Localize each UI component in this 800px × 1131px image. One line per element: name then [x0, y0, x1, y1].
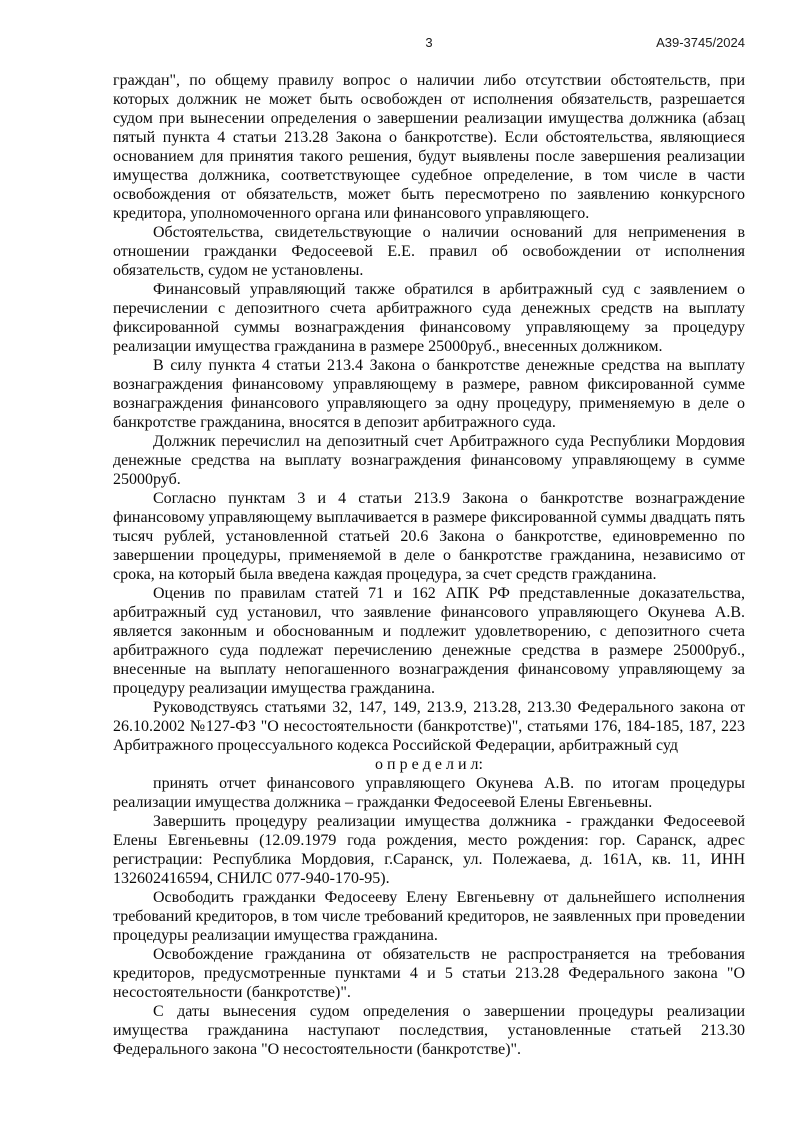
paragraph: Руководствуясь статьями 32, 147, 149, 213.9, 213.28, 213.30 Федерального закона от 26.10.2002 №127-ФЗ "О несостоятельности (банкротстве)", статьями 176, 184-185, 187, 223 Арбитражного процессуального кодекса Российской Федерации, арбитражный суд: [113, 699, 745, 754]
paragraph-ruling-item: Освобождение гражданина от обязательств не распространяется на требования кредиторов, предусмотренные пунктами 4 и 5 статьи 213.28 Федерального закона "О несостоятельности (банкротстве)".: [113, 946, 745, 1001]
paragraph: Обстоятельства, свидетельствующие о наличии оснований для неприменения в отношении гражданки Федосеевой Е.Е. правил об освобождении от исполнения обязательств, судом не установлены.: [113, 224, 745, 279]
paragraph: Согласно пунктам 3 и 4 статьи 213.9 Закона о банкротстве вознаграждение финансовому управляющему выплачивается в размере фиксированной суммы двадцать пять тысяч рублей, установленной статьей 20.6 Закона о банкротстве, единовременно по завершении процедуры, применяемой в деле о банкротстве гражданина, независимо от срока, на который была введена каждая процедура, за счет средств гражданина.: [113, 490, 745, 583]
paragraph-ruling-item: Освободить гражданки Федосееву Елену Евгеньевну от дальнейшего исполнения требований кредиторов, в том числе требований кредиторов, не заявленных при проведении процедуры реализации имущества гражданина.: [113, 889, 745, 944]
page-header: [113, 35, 745, 53]
case-number: А39-3745/2024: [656, 35, 745, 50]
page-number: 3: [425, 35, 433, 50]
paragraph: В силу пункта 4 статьи 213.4 Закона о банкротстве денежные средства на выплату вознаграждения финансовому управляющему в размере, равном фиксированной сумме вознаграждения финансового управляющего за одну процедуру, применяемую в деле о банкротстве гражданина, вносятся в депозит арбитражного суда.: [113, 357, 745, 431]
paragraph: Должник перечислил на депозитный счет Арбитражного суда Республики Мордовия денежные средства на выплату вознаграждения финансовому управляющему в сумме 25000руб.: [113, 433, 745, 488]
paragraph-ruling-item: С даты вынесения судом определения о завершении процедуры реализации имущества гражданина наступают последствия, установленные статьей 213.30 Федерального закона "О несостоятельности (банкротстве)".: [113, 1003, 745, 1058]
paragraph-ruling-item: принять отчет финансового управляющего Окунева А.В. по итогам процедуры реализации имущества должника – гражданки Федосеевой Елены Евгеньевны.: [113, 775, 745, 811]
document-body: [113, 71, 745, 1131]
ruling-keyword: о п р е д е л и л:: [375, 756, 483, 773]
paragraph: Финансовый управляющий также обратился в арбитражный суд с заявлением о перечислении с депозитного счета арбитражного суда денежных средств на выплату фиксированной суммы вознаграждения финансовому управляющему за процедуру реализации имущества гражданина в размере 25000руб., внесенных должником.: [113, 281, 745, 355]
paragraph-ruling-item: Завершить процедуру реализации имущества должника - гражданки Федосеевой Елены Евгеньевны (12.09.1979 года рождения, место рождения: гор. Саранск, адрес регистрации: Республика Мордовия, г.Саранск, ул. Полежаева, д. 161А, кв. 11, ИНН 132602416594, СНИЛС 077-940-170-95).: [113, 813, 745, 887]
paragraph: Оценив по правилам статей 71 и 162 АПК РФ представленные доказательства, арбитражный суд установил, что заявление финансового управляющего Окунева А.В. является законным и обоснованным и подлежит удовлетворению, с депозитного счета арбитражного суда подлежат перечислению денежные средства в размере 25000руб., внесенные на выплату непогашенного вознаграждения финансовому управляющему за процедуру реализации имущества гражданина.: [113, 585, 745, 697]
paragraph-continuation: граждан", по общему правилу вопрос о наличии либо отсутствии обстоятельств, при которых должник не может быть освобожден от исполнения обязательств, разрешается судом при вынесении определения о завершении реализации имущества должника (абзац пятый пункта 4 статьи 213.28 Закона о банкротстве). Если обстоятельства, являющиеся основанием для принятия такого решения, будут выявлены после завершения реализации имущества должника, соответствующее судебное определение, в том числе в части освобождения от обязательств, может быть пересмотрено по заявлению конкурсного кредитора, уполномоченного органа или финансового управляющего.: [113, 72, 745, 222]
